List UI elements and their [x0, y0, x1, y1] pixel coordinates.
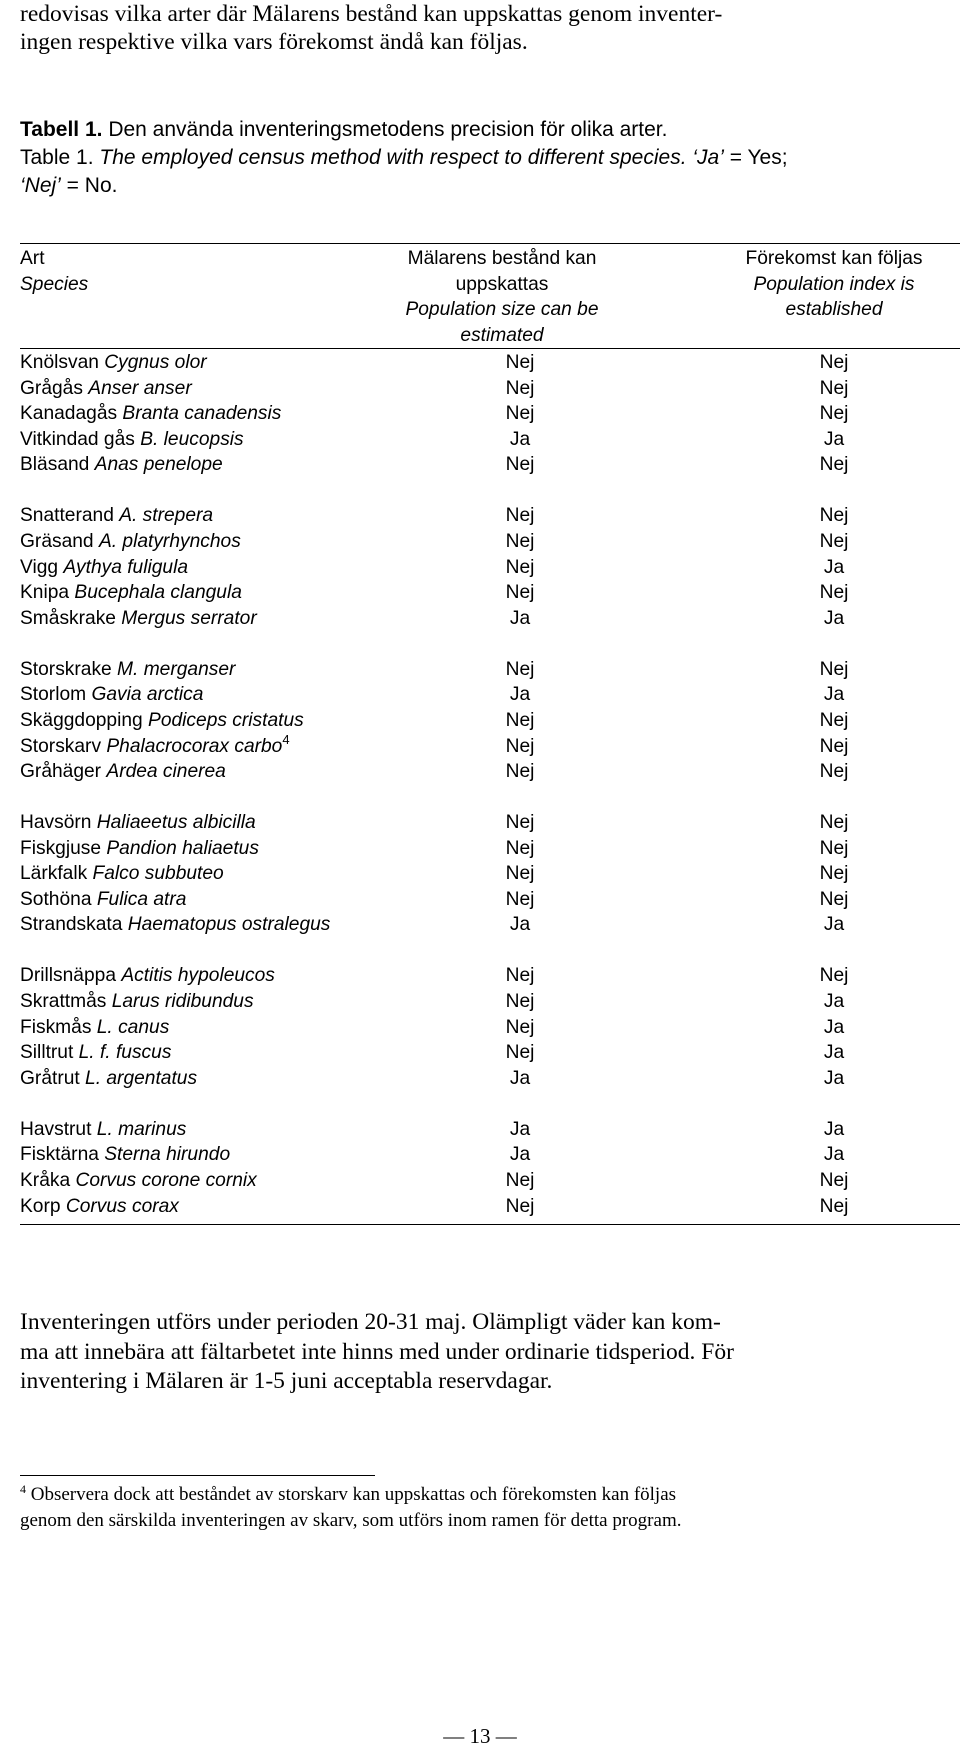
species-latin-name: Podiceps cristatus — [148, 709, 304, 731]
caption-no: = No. — [60, 174, 118, 197]
species-common-name: Vitkindad gås — [20, 428, 141, 450]
species-common-name: Lärkfalk — [20, 863, 93, 885]
estimate-cell: Nej — [505, 505, 535, 527]
table-row — [20, 861, 960, 887]
species-common-name: Skrattmås — [20, 991, 112, 1013]
species-latin-name: Larus ridibundus — [111, 991, 254, 1013]
header-estimate-sv: Mälarens bestånd kan — [407, 248, 597, 269]
species-common-name: Snatterand — [20, 505, 120, 527]
index-cell: Nej — [819, 1195, 849, 1217]
species-latin-name: Pandion haliaetus — [106, 837, 259, 859]
estimate-cell: Nej — [505, 377, 535, 399]
estimate-cell: Nej — [505, 454, 535, 476]
index-cell: Nej — [819, 530, 849, 552]
species-cell — [20, 580, 242, 606]
group-spacer — [20, 785, 960, 810]
species-common-name: Silltrut — [20, 1042, 79, 1064]
species-latin-name: Anas penelope — [94, 454, 223, 476]
species-latin-name: Haematopus ostralegus — [127, 914, 331, 936]
paragraph-line: Inventeringen utförs under perioden 20-31 maj. Olämpligt väder kan kom- — [20, 1309, 721, 1335]
table-row — [20, 1142, 960, 1168]
index-cell: Nej — [819, 709, 849, 731]
species-cell — [20, 1117, 186, 1143]
page-number: — 13 — — [443, 1724, 517, 1748]
table-body — [20, 349, 960, 1224]
caption-label: Tabell 1. — [20, 118, 103, 141]
species-cell — [20, 376, 192, 402]
estimate-cell: Nej — [505, 863, 535, 885]
table-row — [20, 1015, 960, 1041]
paragraph-line: ma att innebära att fältarbetet inte hinns med under ordinarie tidsperiod. För — [20, 1338, 734, 1365]
estimate-cell: Nej — [505, 582, 535, 604]
footnote-marker: 4 — [20, 1482, 26, 1496]
species-table — [20, 243, 960, 1225]
species-cell — [20, 401, 281, 427]
index-cell: Nej — [819, 863, 849, 885]
species-common-name: Strandskata — [20, 914, 128, 936]
species-cell — [20, 810, 256, 836]
caption-yes: = Yes; — [723, 146, 788, 169]
species-latin-name: L. f. fuscus — [78, 1042, 172, 1064]
species-cell — [20, 682, 203, 708]
species-common-name: Havstrut — [20, 1118, 97, 1140]
species-latin-name: Ardea cinerea — [106, 761, 226, 783]
caption-english-text: The employed census method with respect to different species. — [99, 146, 693, 169]
caption-nej: ‘Nej’ — [20, 174, 61, 197]
species-cell — [20, 503, 213, 529]
table-row — [20, 401, 960, 427]
index-cell: Nej — [819, 965, 849, 987]
caption-english-cont — [20, 172, 940, 200]
estimate-cell: Nej — [505, 658, 535, 680]
header-estimate — [368, 246, 636, 348]
species-common-name: Gräsand — [20, 530, 99, 552]
species-latin-name: Corvus corax — [65, 1195, 179, 1217]
species-common-name: Fiskmås — [20, 1016, 97, 1038]
index-cell: Nej — [819, 582, 849, 604]
group-spacer — [20, 478, 960, 503]
species-latin-name: Gavia arctica — [91, 684, 204, 706]
caption-english — [20, 144, 940, 172]
estimate-cell: Ja — [509, 1067, 531, 1089]
species-common-name: Knölsvan — [20, 352, 105, 373]
table-row — [20, 427, 960, 453]
index-cell: Nej — [819, 352, 849, 373]
species-common-name: Gråtrut — [20, 1067, 86, 1089]
species-cell — [20, 427, 244, 453]
species-common-name: Kanadagås — [20, 403, 123, 425]
species-cell — [20, 731, 290, 760]
species-common-name: Fisktärna — [20, 1144, 105, 1166]
group-spacer — [20, 938, 960, 963]
species-latin-name: M. merganser — [117, 658, 236, 680]
table-row — [20, 963, 960, 989]
index-cell: Ja — [823, 991, 845, 1013]
footnote-line: genom den särskilda inventeringen av skarv, som utförs inom ramen för detta program. — [20, 1510, 682, 1531]
index-cell: Nej — [819, 454, 849, 476]
caption-ja: ‘Ja’ — [692, 146, 724, 169]
estimate-cell: Nej — [505, 1195, 535, 1217]
species-cell — [20, 861, 224, 887]
species-cell — [20, 1142, 230, 1168]
index-cell: Ja — [823, 1016, 845, 1038]
table-row — [20, 989, 960, 1015]
header-index-en: Population index is — [753, 273, 915, 295]
table-row — [20, 580, 960, 606]
estimate-cell: Nej — [505, 709, 535, 731]
species-cell — [20, 452, 223, 478]
estimate-cell: Ja — [509, 428, 531, 450]
header-species-sv: Art — [20, 248, 45, 269]
index-cell: Nej — [819, 658, 849, 680]
species-cell — [20, 708, 304, 734]
index-cell: Nej — [819, 812, 849, 834]
table-row — [20, 1040, 960, 1066]
species-cell — [20, 912, 330, 938]
species-cell — [20, 1168, 257, 1194]
species-cell — [20, 350, 207, 376]
species-common-name: Storlom — [20, 684, 92, 706]
table-row — [20, 1117, 960, 1143]
species-common-name: Gråhäger — [20, 761, 107, 783]
species-latin-name: B. leucopsis — [140, 428, 244, 450]
species-cell — [20, 887, 186, 913]
species-common-name: Skäggdopping — [20, 709, 149, 731]
index-cell: Nej — [819, 1169, 849, 1191]
intro-text — [20, 0, 940, 56]
species-cell — [20, 836, 259, 862]
table-row — [20, 503, 960, 529]
table-row — [20, 350, 960, 376]
species-common-name: Grågås — [20, 377, 89, 399]
table-row — [20, 376, 960, 402]
species-common-name: Korp — [20, 1195, 66, 1217]
footnote — [20, 1482, 940, 1534]
species-latin-name: Bucephala clangula — [74, 582, 242, 604]
index-cell: Ja — [823, 684, 845, 706]
species-latin-name: L. argentatus — [85, 1067, 198, 1089]
index-cell: Ja — [823, 1067, 845, 1089]
header-estimate-sv: uppskattas — [455, 273, 549, 295]
species-latin-name: Cygnus olor — [104, 352, 207, 373]
species-common-name: Drillsnäppa — [20, 965, 122, 987]
table-row — [20, 452, 960, 478]
intro-line: redovisas vilka arter där Mälarens bestånd kan uppskattas genom inventer- — [20, 1, 723, 27]
header-estimate-en: estimated — [460, 324, 544, 346]
index-cell: Ja — [823, 556, 845, 578]
species-latin-name: A. strepera — [119, 505, 214, 527]
table-row — [20, 1194, 960, 1220]
paragraph-line: inventering i Mälaren är 1-5 juni acceptabla reservdagar. — [20, 1368, 553, 1394]
estimate-cell: Ja — [509, 1144, 531, 1166]
species-latin-name: Fulica atra — [96, 888, 187, 910]
species-cell — [20, 1194, 179, 1220]
index-cell: Nej — [819, 761, 849, 783]
index-cell: Nej — [819, 735, 849, 757]
species-latin-name: Actitis hypoleucos — [121, 965, 275, 987]
estimate-cell: Ja — [509, 684, 531, 706]
estimate-cell: Nej — [505, 403, 535, 425]
species-latin-name: Aythya fuligula — [63, 556, 189, 578]
header-estimate-en: Population size can be — [405, 299, 599, 320]
species-latin-name: A. platyrhynchos — [98, 530, 241, 552]
species-latin-name: Phalacrocorax carbo — [106, 735, 283, 757]
species-common-name: Bläsand — [20, 454, 95, 476]
table-header — [20, 244, 960, 349]
estimate-cell: Nej — [505, 1042, 535, 1064]
index-cell: Nej — [819, 837, 849, 859]
index-cell: Nej — [819, 888, 849, 910]
index-cell: Ja — [823, 607, 845, 629]
table-row — [20, 708, 960, 734]
species-cell — [20, 989, 254, 1015]
table-row — [20, 836, 960, 862]
table-row — [20, 1066, 960, 1092]
estimate-cell: Nej — [505, 1169, 535, 1191]
header-species-en: Species — [20, 273, 89, 295]
estimate-cell: Nej — [505, 352, 535, 373]
species-common-name: Storskarv — [20, 735, 107, 757]
footnote-ref: 4 — [282, 731, 290, 747]
estimate-cell: Ja — [509, 607, 531, 629]
table-row — [20, 555, 960, 581]
table-row — [20, 1168, 960, 1194]
species-cell — [20, 529, 241, 555]
table-row — [20, 912, 960, 938]
estimate-cell: Nej — [505, 735, 535, 757]
header-index-en: established — [785, 299, 883, 320]
estimate-cell: Nej — [505, 530, 535, 552]
estimate-cell: Nej — [505, 761, 535, 783]
index-cell: Nej — [819, 505, 849, 527]
estimate-cell: Nej — [505, 1016, 535, 1038]
footnote-line — [20, 1482, 940, 1508]
index-cell: Ja — [823, 428, 845, 450]
table-row — [20, 810, 960, 836]
species-latin-name: Sterna hirundo — [104, 1144, 231, 1166]
body-paragraph — [20, 1308, 940, 1397]
header-index — [700, 246, 960, 323]
species-cell — [20, 1066, 197, 1092]
table-row — [20, 529, 960, 555]
estimate-cell: Nej — [505, 556, 535, 578]
index-cell: Ja — [823, 1118, 845, 1140]
species-latin-name: L. marinus — [96, 1118, 187, 1140]
species-common-name: Fiskgjuse — [20, 837, 107, 859]
table-row — [20, 887, 960, 913]
caption-swedish — [20, 116, 940, 144]
species-cell — [20, 606, 257, 632]
species-latin-name: Mergus serrator — [121, 607, 257, 629]
estimate-cell: Nej — [505, 837, 535, 859]
index-cell: Ja — [823, 1042, 845, 1064]
table-row — [20, 759, 960, 785]
species-common-name: Småskrake — [20, 607, 122, 629]
table-row — [20, 731, 960, 760]
species-common-name: Havsörn — [20, 812, 97, 834]
estimate-cell: Nej — [505, 965, 535, 987]
index-cell: Ja — [823, 914, 845, 936]
estimate-cell: Ja — [509, 914, 531, 936]
species-latin-name: Branta canadensis — [122, 403, 282, 425]
table-caption — [20, 116, 940, 200]
species-common-name: Storskrake — [20, 658, 118, 680]
species-cell — [20, 963, 275, 989]
species-common-name: Vigg — [20, 556, 64, 578]
index-cell: Nej — [819, 403, 849, 425]
caption-swedish-text: Den använda inventeringsmetodens precision för olika arter. — [102, 118, 668, 141]
estimate-cell: Nej — [505, 812, 535, 834]
species-cell — [20, 555, 188, 581]
species-latin-name: Corvus corone cornix — [75, 1169, 257, 1191]
header-index-sv: Förekomst kan följas — [745, 248, 923, 269]
species-common-name: Sothöna — [20, 888, 97, 910]
estimate-cell: Nej — [505, 991, 535, 1013]
estimate-cell: Nej — [505, 888, 535, 910]
group-spacer — [20, 631, 960, 656]
group-spacer — [20, 1091, 960, 1116]
footnote-divider — [20, 1475, 375, 1476]
species-latin-name: Anser anser — [88, 377, 192, 399]
species-cell — [20, 1040, 171, 1066]
species-common-name: Kråka — [20, 1169, 76, 1191]
table-row — [20, 682, 960, 708]
intro-line: ingen respektive vilka vars förekomst ändå kan följas. — [20, 29, 528, 55]
species-latin-name: L. canus — [96, 1016, 170, 1038]
species-common-name: Knipa — [20, 582, 75, 604]
table-row — [20, 606, 960, 632]
header-species — [20, 246, 88, 297]
footnote-text: Observera dock att beståndet av storskarv kan uppskattas och förekomsten kan följas — [26, 1484, 677, 1505]
species-cell — [20, 759, 226, 785]
estimate-cell: Ja — [509, 1118, 531, 1140]
species-cell — [20, 657, 235, 683]
table-row — [20, 657, 960, 683]
species-latin-name: Haliaeetus albicilla — [96, 812, 256, 834]
index-cell: Nej — [819, 377, 849, 399]
caption-english-label: Table 1. — [20, 146, 100, 169]
index-cell: Ja — [823, 1144, 845, 1166]
species-latin-name: Falco subbuteo — [92, 863, 224, 885]
species-cell — [20, 1015, 169, 1041]
